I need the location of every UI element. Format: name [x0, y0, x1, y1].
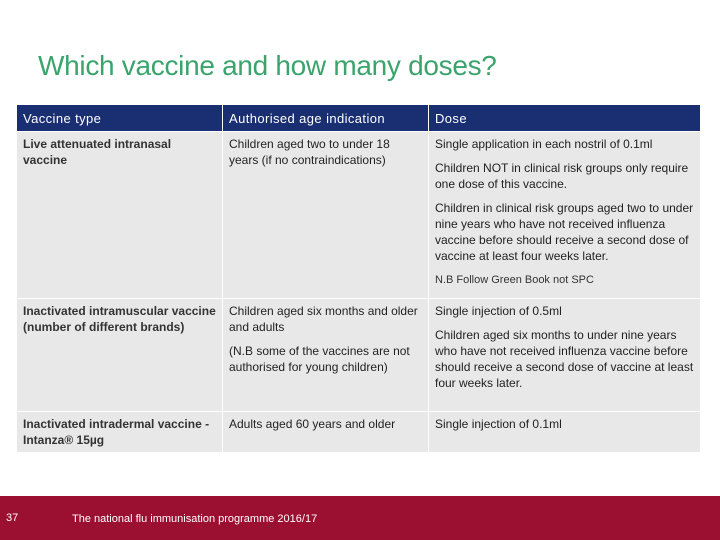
header-dose: Dose	[429, 105, 701, 132]
dose-text: Children aged six months to under nine years who have not received influenza vaccine before should receive a second dose of vaccine at least four weeks later.	[435, 328, 694, 390]
age-text: Children aged six months and older and adults	[229, 304, 418, 334]
dose-text: Children in clinical risk groups aged two to under nine years who have not received influenza vaccine before should receive a second dose of vaccine at least four weeks later.	[435, 201, 694, 263]
page-title: Which vaccine and how many doses?	[38, 50, 497, 81]
age-text: Adults aged 60 years and older	[229, 417, 396, 431]
vaccine-type-text: Inactivated intradermal vaccine - Intanza® 15µg	[23, 417, 210, 447]
age-text: Children aged two to under 18 years (if no contraindications)	[229, 137, 390, 167]
table-row	[17, 412, 701, 453]
header-age-indication: Authorised age indication	[223, 105, 429, 132]
page-number: 37	[6, 512, 19, 524]
cell-dose	[429, 132, 701, 299]
vaccine-table	[16, 104, 701, 453]
vaccine-type-text: Live attenuated intranasal vaccine	[23, 137, 172, 167]
cell-vaccine-type	[17, 299, 223, 412]
table-row	[17, 132, 701, 299]
vaccine-type-text: Inactivated intramuscular vaccine (number of different brands)	[23, 304, 216, 334]
dose-text: Single injection of 0.5ml	[435, 304, 562, 318]
cell-age-indication	[223, 299, 429, 412]
cell-vaccine-type	[17, 132, 223, 299]
footer-bar	[0, 496, 720, 540]
dose-text: Single application in each nostril of 0.1ml	[435, 137, 653, 151]
cell-age-indication	[223, 132, 429, 299]
dose-note: N.B Follow Green Book not SPC	[435, 274, 594, 286]
dose-text: Single injection of 0.1ml	[435, 417, 562, 431]
header-vaccine-type: Vaccine type	[17, 105, 223, 132]
dose-text: Children NOT in clinical risk groups only require one dose of this vaccine.	[435, 161, 689, 191]
cell-dose	[429, 412, 701, 453]
cell-vaccine-type	[17, 412, 223, 453]
age-note: (N.B some of the vaccines are not authorised for young children)	[229, 344, 410, 374]
footer-text: The national flu immunisation programme 2016/17	[72, 513, 318, 525]
cell-dose	[429, 299, 701, 412]
cell-age-indication	[223, 412, 429, 453]
table-row	[17, 299, 701, 412]
table-header-row	[17, 105, 701, 132]
